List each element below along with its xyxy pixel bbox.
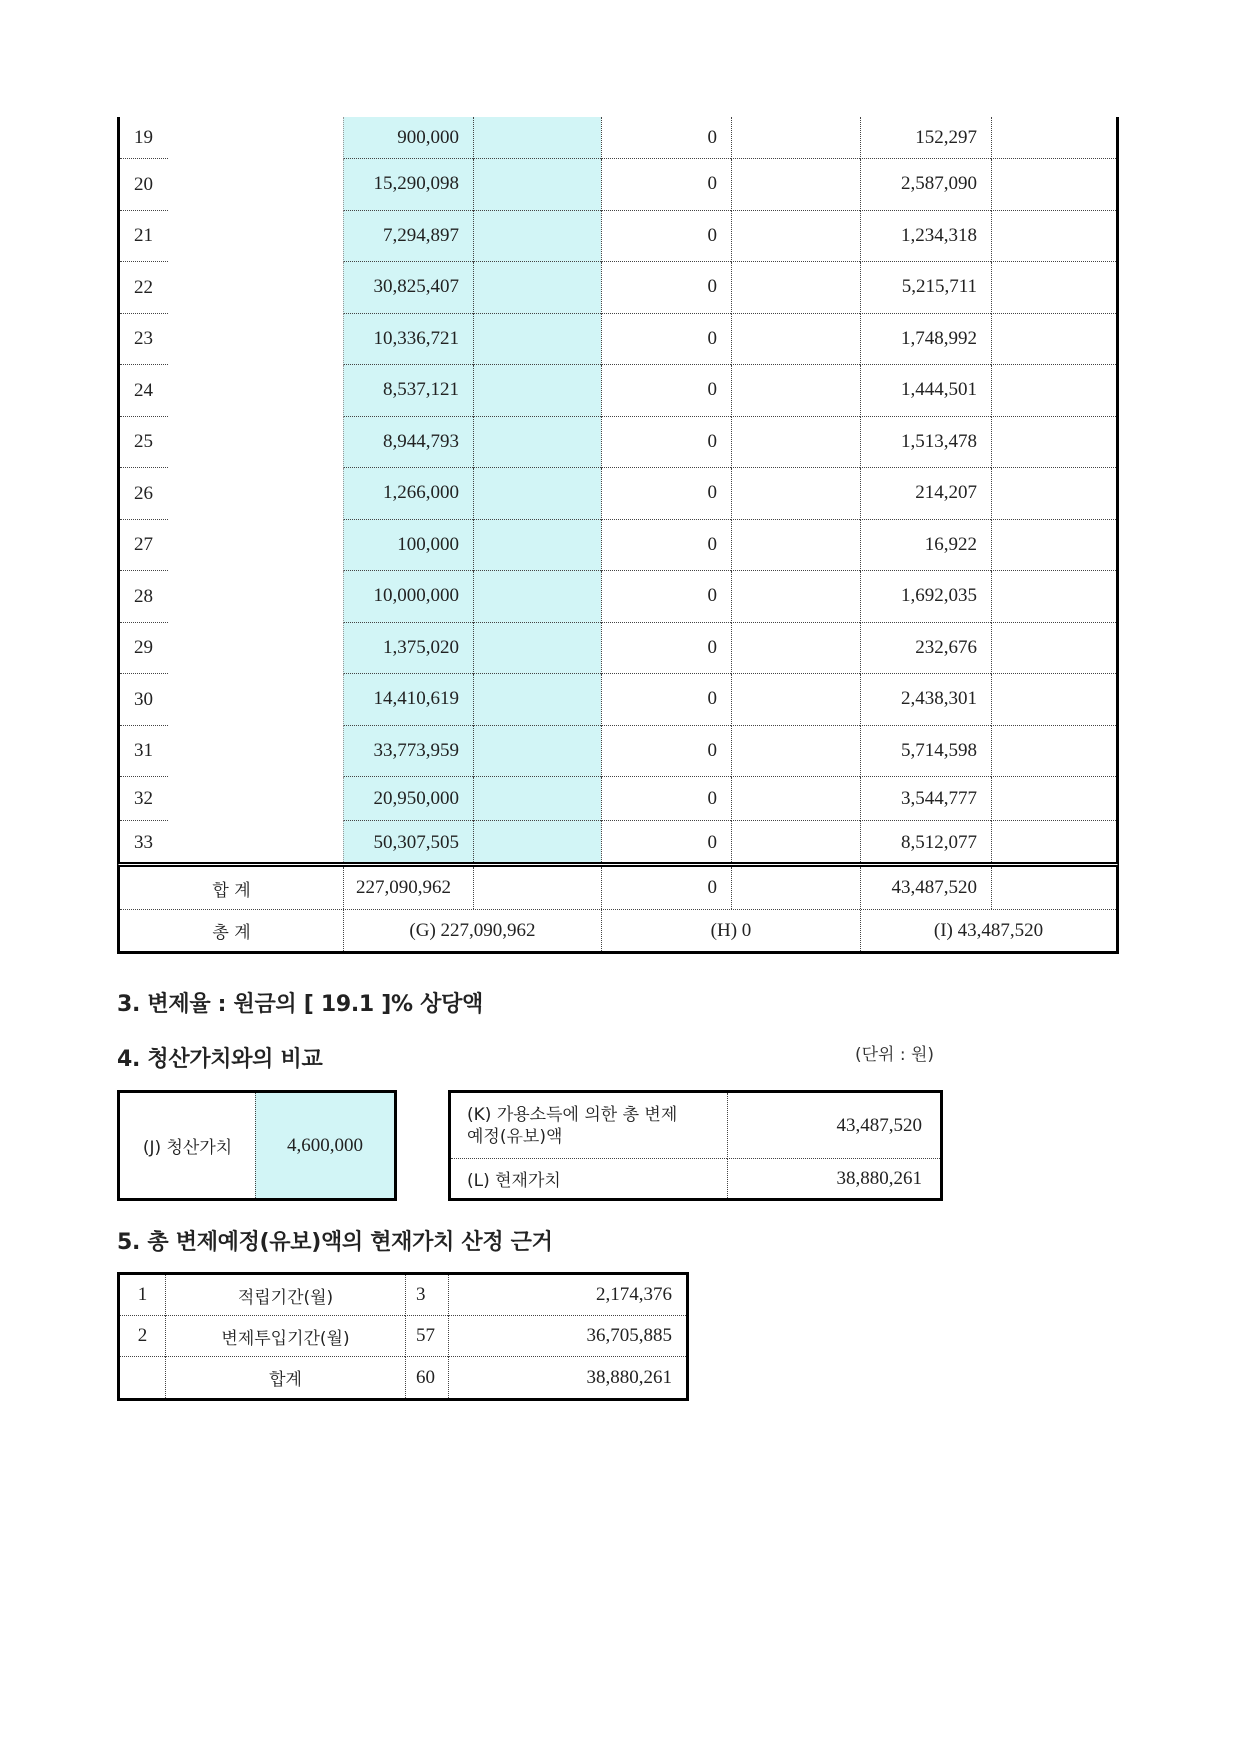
section3-heading: 3. 변제율 : 원금의 [ 19.1 ]% 상당액 [117,992,483,1017]
col-d-cell [731,211,860,263]
col-b-cell [473,159,601,211]
col-d-cell [731,117,860,159]
principal-amount: 10,000,000 [343,571,473,623]
col-f-cell [991,314,1116,366]
principal-amount: 1,266,000 [343,468,473,520]
table-row [120,159,1116,211]
col-b-cell [473,365,601,417]
row-number: 19 [134,127,153,148]
row-number: 32 [134,788,153,809]
col-c-cell: 0 [601,117,731,159]
grand-total-label: 총 계 [212,923,251,943]
col-b-cell [473,314,601,366]
comparison-l-label: (L) 현재가치 [467,1171,561,1191]
col-b-cell [473,674,601,726]
table-row [120,674,1116,726]
col-d-cell [731,314,860,366]
col-f-cell [991,821,1116,864]
col-b-cell [473,468,601,520]
col-d-cell [731,365,860,417]
row-number: 22 [134,276,153,298]
principal-amount: 15,290,098 [343,159,473,211]
col-b-cell [473,777,601,821]
col-f-cell [991,726,1116,778]
repayment-amount: 16,922 [860,520,991,572]
months-count: 57 [405,1316,448,1357]
table-row [120,417,1116,469]
col-f-cell [991,468,1116,520]
principal-amount: 33,773,959 [343,726,473,778]
col-f-cell [991,117,1116,159]
repayment-amount: 152,297 [860,117,991,159]
principal-amount: 7,294,897 [343,211,473,263]
col-f-cell [991,571,1116,623]
months-count: 3 [405,1275,448,1316]
repayment-amount: 214,207 [860,468,991,520]
col-b-cell [473,571,601,623]
col-c-cell: 0 [601,417,731,469]
row-number: 29 [134,637,153,659]
col-c-cell: 0 [601,821,731,864]
col-d-cell [731,159,860,211]
col-c-cell: 0 [601,674,731,726]
subtotal-row [120,867,1116,910]
liquidation-label: (J) 청산가치 [142,1138,233,1158]
repayment-amount: 1,692,035 [860,571,991,623]
col-c-cell: 0 [601,726,731,778]
col-c-cell: 0 [601,571,731,623]
principal-amount: 50,307,505 [343,821,473,864]
col-c-cell: 0 [601,777,731,821]
repayment-amount: 5,215,711 [860,262,991,314]
principal-amount: 20,950,000 [343,777,473,821]
subtotal-col-c: 0 [601,867,731,909]
period-label: 변제투입기간(월) [165,1316,405,1357]
period-label: 적립기간(월) [165,1275,405,1316]
row-number: 31 [134,740,153,762]
col-b-cell [473,211,601,263]
col-c-cell: 0 [601,520,731,572]
col-f-cell [991,159,1116,211]
col-f-cell [991,623,1116,675]
col-f-cell [991,674,1116,726]
row-number: 26 [134,482,153,504]
comparison-k-label-line1: (K) 가용소득에 의한 총 변제 [467,1104,678,1125]
col-b-cell [473,623,601,675]
table-row [120,468,1116,520]
table-row [120,726,1116,778]
row-number: 33 [134,831,153,853]
comparison-k-label-line2: 예정(유보)액 [467,1126,563,1147]
repayment-amount: 3,544,777 [860,777,991,821]
table-row [120,821,1116,864]
row-number: 30 [134,688,153,710]
grand-total-row [120,910,1116,951]
col-c-cell: 0 [601,468,731,520]
table-row [120,314,1116,366]
liquidation-value-box [117,1090,397,1201]
grand-total-h: (H) 0 [601,910,860,951]
table-row [120,211,1116,263]
col-d-cell [731,468,860,520]
table-row [120,777,1116,821]
col-b-cell [473,417,601,469]
section4-heading: 4. 청산가치와의 비교 [117,1047,323,1072]
repayment-schedule-table [117,117,1119,864]
col-b-cell [473,262,601,314]
col-f-cell [991,262,1116,314]
repayment-amount: 5,714,598 [860,726,991,778]
col-c-cell: 0 [601,262,731,314]
principal-amount: 100,000 [343,520,473,572]
col-f-cell [991,520,1116,572]
row-number: 27 [134,534,153,556]
col-d-cell [731,417,860,469]
row-number: 28 [134,585,153,607]
row-number: 1 [120,1275,165,1316]
table-row [120,117,1116,159]
col-d-cell [731,262,860,314]
table-row [120,571,1116,623]
col-f-cell [991,417,1116,469]
unit-label: (단위 : 원) [855,1045,935,1065]
col-d-cell [731,777,860,821]
col-b-cell [473,821,601,864]
col-c-cell: 0 [601,314,731,366]
table-row [120,365,1116,417]
col-c-cell: 0 [601,211,731,263]
col-b-cell [473,117,601,159]
grand-total-i: (I) 43,487,520 [860,910,1116,951]
subtotal-label: 합 계 [212,880,251,901]
principal-amount: 14,410,619 [343,674,473,726]
subtotal-col-d [731,867,860,909]
months-count: 60 [405,1357,448,1398]
col-c-cell: 0 [601,365,731,417]
row-number: 20 [134,173,153,195]
principal-amount: 900,000 [343,117,473,159]
col-b-cell [473,520,601,572]
col-c-cell: 0 [601,623,731,675]
principal-amount: 8,944,793 [343,417,473,469]
repayment-amount: 232,676 [860,623,991,675]
col-d-cell [731,674,860,726]
subtotal-repayment: 43,487,520 [860,867,991,909]
repayment-amount: 2,438,301 [860,674,991,726]
repayment-amount: 1,748,992 [860,314,991,366]
repayment-amount: 8,512,077 [860,821,991,864]
col-d-cell [731,821,860,864]
present-value-basis-table [117,1272,689,1401]
subtotal-principal: 227,090,962 [343,867,473,909]
grand-total-g: (G) 227,090,962 [343,910,601,951]
row-number: 21 [134,225,153,247]
subtotal-col-f [991,867,1116,909]
comparison-box [448,1090,943,1201]
col-f-cell [991,365,1116,417]
principal-amount: 1,375,020 [343,623,473,675]
repayment-amount: 2,587,090 [860,159,991,211]
col-b-cell [473,726,601,778]
col-d-cell [731,726,860,778]
table-row [120,262,1116,314]
totals-block [117,862,1119,954]
period-label: 합계 [165,1357,405,1398]
row-number: 23 [134,328,153,350]
col-f-cell [991,211,1116,263]
principal-amount: 10,336,721 [343,314,473,366]
amount-value: 36,705,885 [448,1316,686,1357]
comparison-k-label [451,1093,727,1159]
col-d-cell [731,623,860,675]
table-row [120,520,1116,572]
row-number [120,1357,165,1398]
amount-value: 2,174,376 [448,1275,686,1316]
principal-amount: 8,537,121 [343,365,473,417]
amount-value: 38,880,261 [448,1357,686,1398]
liquidation-value: 4,600,000 [255,1093,394,1198]
row-number: 24 [134,379,153,401]
repayment-amount: 1,513,478 [860,417,991,469]
repayment-amount: 1,234,318 [860,211,991,263]
subtotal-col-b [473,867,601,909]
col-c-cell: 0 [601,159,731,211]
col-d-cell [731,520,860,572]
comparison-k-value: 43,487,520 [727,1093,940,1159]
col-f-cell [991,777,1116,821]
section5-heading: 5. 총 변제예정(유보)액의 현재가치 산정 근거 [117,1230,553,1255]
row-number: 25 [134,431,153,453]
repayment-amount: 1,444,501 [860,365,991,417]
comparison-l-value: 38,880,261 [727,1159,940,1198]
row-number: 2 [120,1316,165,1357]
table-row [120,623,1116,675]
principal-amount: 30,825,407 [343,262,473,314]
col-d-cell [731,571,860,623]
